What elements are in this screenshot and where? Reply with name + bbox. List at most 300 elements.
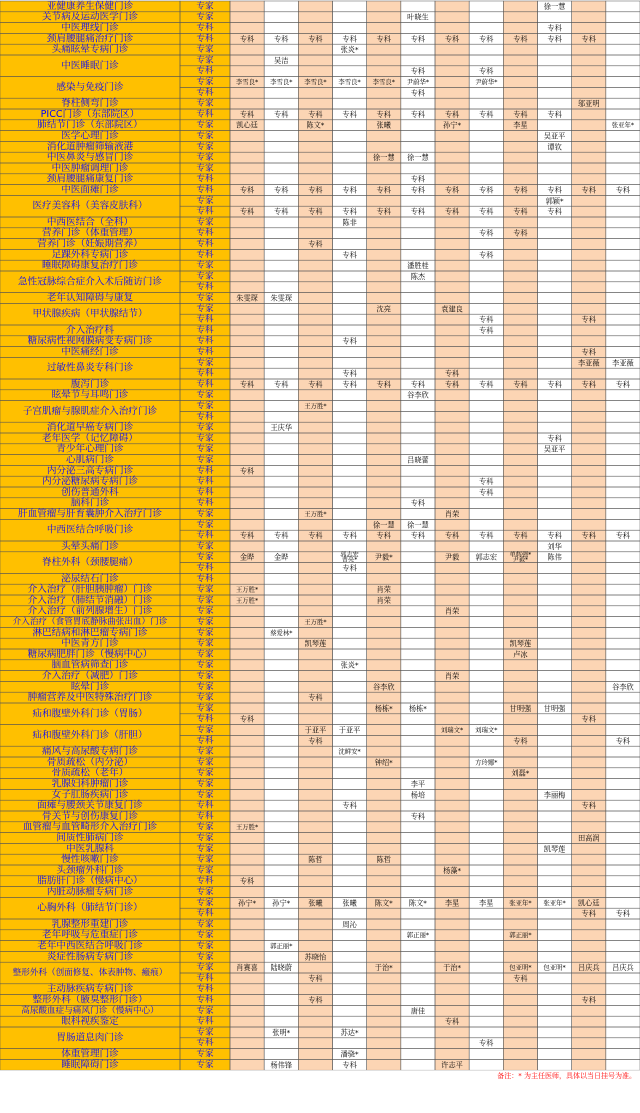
specialty-label: 专科 [479, 34, 494, 44]
specialty-label: 专科 [274, 379, 289, 389]
clinic-type: 专科 [196, 368, 214, 379]
specialty-label: 专科 [410, 88, 426, 98]
specialty-label: 专科 [342, 109, 357, 119]
clinic-type: 专家 [196, 541, 214, 552]
doctor-name: 谭钦 [547, 142, 562, 152]
dept-name: 中医鼻炎与感冒门诊 [46, 152, 134, 164]
dept-name: 老年医学（记忆障碍） [42, 432, 138, 444]
doctor-name: 李雪良* [235, 78, 259, 86]
specialty-label: 专科 [581, 379, 596, 389]
doctor-name: 尹蔚华* [475, 78, 498, 86]
clinic-type: 专家 [196, 401, 214, 411]
specialty-label: 专科 [444, 207, 460, 217]
clinic-type: 专科 [196, 563, 214, 573]
specialty-label: 专科 [513, 531, 528, 541]
clinic-type: 专科 [196, 347, 214, 357]
doctor-name: 许志平 [441, 1060, 463, 1070]
specialty-label: 专科 [547, 185, 562, 195]
specialty-label: 专科 [410, 109, 426, 119]
doctor-name: 孙宁* [443, 120, 462, 130]
specialty-label: 专科 [581, 909, 596, 919]
dept-name: 脑血管病筛查门诊 [51, 659, 129, 671]
clinic-type: 专家 [196, 887, 214, 897]
clinic-type: 专科 [196, 249, 214, 260]
dept-name: 医疗美容科（美容皮肤科） [32, 200, 148, 212]
doctor-name: 李星 [479, 898, 494, 908]
specialty-label: 专科 [274, 207, 289, 217]
doctor-name: 周沁 [342, 919, 357, 929]
dept-name: 颈肩腰腿痛康复门诊 [46, 173, 134, 185]
doctor-name: 蔡爱林* [270, 628, 293, 637]
doctor-name: 吕晓蕾 [407, 455, 429, 465]
clinic-type: 专家 [196, 584, 214, 595]
clinic-type: 专家 [196, 843, 214, 854]
specialty-label: 专科 [410, 185, 426, 195]
specialty-label: 专科 [342, 250, 357, 260]
clinic-type: 专家 [196, 271, 214, 282]
specialty-label: 专科 [581, 995, 596, 1005]
specialty-label: 专科 [410, 379, 426, 389]
doctor-name: 王庆华 [270, 423, 293, 433]
clinic-type: 专科 [196, 33, 214, 44]
doctor-name: 陈文* [408, 898, 427, 908]
doctor-name: 谷李欣 [612, 682, 634, 692]
doctor-name: 吴亚平 [543, 444, 566, 454]
specialty-label: 专科 [308, 531, 323, 541]
specialty-label: 专科 [376, 379, 391, 389]
dept-name: 骨质疏松（内分泌） [46, 756, 134, 768]
specialty-label: 专科 [342, 207, 357, 217]
clinic-type: 专家 [196, 44, 214, 55]
clinic-type: 专家 [196, 941, 214, 951]
dept-name: 亚健康养生保健门诊 [46, 0, 134, 12]
dept-name: 介入治疗（食管胃底静脉曲张出血）门诊 [12, 617, 168, 627]
dept-name: 医学心理门诊 [61, 130, 119, 142]
specialty-label: 专科 [547, 34, 562, 44]
clinic-type: 专家 [196, 1049, 214, 1059]
clinic-type: 专科 [196, 811, 214, 822]
dept-name: 老年认知障碍与康复 [46, 292, 134, 304]
doctor-name: 李雪良* [304, 78, 327, 86]
clinic-type: 专家 [196, 293, 214, 303]
doctor-name: 徐一慧 [407, 153, 429, 163]
doctor-name: 李亚薇 [612, 358, 634, 368]
dept-name: 脊柱侧弯门诊 [61, 98, 119, 110]
doctor-name: 李雪良* [270, 78, 293, 86]
doctor-name: 于亚平 [304, 725, 327, 735]
clinic-type: 专家 [196, 422, 214, 433]
doctor-name: 郭正丽* [406, 931, 430, 940]
clinic-type: 专家 [196, 455, 214, 465]
dept-name: 青少年心理门诊 [56, 443, 124, 455]
doctor-name: 尹毅* [374, 552, 393, 562]
clinic-type: 专家 [196, 120, 214, 131]
clinic-type: 专家 [196, 617, 214, 627]
dept-name: 眼科视疾鉴定 [61, 1016, 119, 1028]
specialty-label: 专科 [513, 207, 528, 217]
doctor-name: 陈伟 [547, 552, 562, 562]
doctor-name: 朱雯琛 [270, 293, 293, 303]
dept-name: 中医乳腺科 [66, 843, 114, 855]
specialty-label: 专科 [513, 109, 528, 119]
specialty-label: 专科 [274, 185, 289, 195]
specialty-label: 专科 [342, 185, 357, 195]
dept-name: 胃肠道息肉门诊 [56, 1032, 124, 1044]
specialty-label: 专科 [342, 336, 357, 346]
doctor-name: 刘磊* [511, 768, 530, 778]
specialty-label: 专科 [342, 369, 357, 379]
clinic-type: 专家 [196, 660, 214, 671]
clinic-type: 专家 [196, 606, 214, 617]
specialty-label: 专科 [239, 531, 255, 541]
doctor-name: 凯琴莲 [543, 844, 566, 854]
clinic-type: 专家 [196, 757, 214, 768]
doctor-name: 刘瑞文* [475, 726, 498, 734]
specialty-label: 专科 [308, 207, 323, 217]
dept-name: 疝和腹壁外科门诊（胃肠） [32, 708, 148, 720]
specialty-label: 专科 [444, 34, 460, 44]
doctor-name: 甘明强 [509, 703, 532, 713]
dept-name: 脊柱外科（颈腰腿痛） [42, 557, 138, 569]
dept-name: 介入治疗（肺结节消融）门诊 [27, 594, 153, 606]
specialty-label: 专科 [513, 736, 528, 746]
doctor-name: 李雪良* [338, 78, 361, 86]
specialty-label: 专科 [239, 876, 255, 886]
specialty-label: 专科 [308, 973, 323, 983]
clinic-type: 专科 [196, 573, 214, 584]
doctor-name: 单辉强* [509, 551, 532, 559]
dept-name: 脂肪肝门诊（慢病中心） [37, 875, 143, 887]
doctor-name: 朱雯琛 [236, 293, 258, 303]
clinic-type: 专家 [196, 930, 214, 941]
specialty-label: 专科 [547, 531, 562, 541]
doctor-name: 金晔 [274, 552, 289, 562]
clinic-type: 专科 [196, 239, 214, 249]
clinic-type: 专家 [196, 746, 214, 757]
dept-name: 中医面瘫门诊 [61, 184, 119, 196]
clinic-type: 专科 [196, 530, 214, 541]
clinic-type: 专科 [196, 282, 214, 293]
doctor-name: 徐一慧 [372, 520, 395, 530]
doctor-name: 杨培 [410, 790, 426, 800]
doctor-name: 田高润 [577, 833, 600, 843]
doctor-name: 陈文* [374, 898, 393, 908]
clinic-type: 专科 [196, 379, 214, 390]
specialty-label: 专科 [513, 185, 528, 195]
clinic-type: 专科 [196, 984, 214, 995]
doctor-name: 凯心廷 [236, 120, 258, 130]
doctor-name: 王万胜* [304, 618, 327, 626]
dept-name: 炎症性肠病专病门诊 [46, 951, 134, 963]
dept-name: 中医肿瘤调理门诊 [51, 162, 129, 174]
dept-name: 消化道早癌专病门诊 [46, 422, 134, 434]
doctor-name: 肖荣 [444, 671, 460, 681]
doctor-name: 袁建良 [441, 304, 463, 314]
specialty-label: 专科 [444, 531, 460, 541]
clinic-type: 专家 [196, 897, 214, 908]
doctor-name: 李雪良* [372, 78, 395, 86]
clinic-type: 专家 [196, 12, 214, 23]
clinic-type: 专家 [196, 141, 214, 152]
specialty-label: 专科 [376, 185, 391, 195]
dept-name: 主动脉疾病专病门诊 [46, 983, 134, 995]
doctor-name: 张亚年* [509, 898, 532, 907]
specialty-label: 专科 [581, 34, 596, 44]
dept-name: 中西医结合呼吸门诊 [46, 524, 134, 536]
clinic-type: 专科 [196, 735, 214, 746]
specialty-label: 专科 [581, 531, 596, 541]
specialty-label: 专科 [479, 531, 494, 541]
clinic-type: 专家 [196, 444, 214, 455]
dept-name: 中医理线门诊 [61, 22, 119, 34]
clinic-type: 专科 [196, 23, 214, 33]
clinic-type: 专家 [196, 725, 214, 735]
specialty-label: 专科 [479, 379, 494, 389]
specialty-label: 专科 [308, 693, 323, 703]
specialty-label: 专科 [410, 34, 426, 44]
dept-name: 老年中西医结合呼吸门诊 [37, 940, 143, 952]
doctor-name: 尹毅* [512, 556, 529, 564]
clinic-type: 专科 [196, 876, 214, 887]
clinic-type: 专家 [196, 962, 214, 973]
dept-name: 乳腺妇科肿瘤门诊 [51, 778, 129, 790]
clinic-type: 专家 [196, 649, 214, 660]
doctor-name: 吕庆兵 [612, 963, 634, 973]
dept-name: 心胸外科（肺结节门诊） [37, 902, 143, 914]
clinic-type: 专家 [196, 77, 214, 87]
dept-name: 营养门诊（妊娠期营养） [37, 238, 143, 250]
specialty-label: 专科 [274, 34, 289, 44]
clinic-type: 专家 [196, 692, 214, 703]
doctor-name: 卢冰 [513, 649, 528, 659]
doctor-name: 郭志宏 [475, 552, 498, 562]
specialty-label: 专科 [239, 714, 255, 724]
clinic-type: 专科 [196, 325, 214, 336]
dept-name: 肺结节门诊（东部院区） [37, 119, 143, 131]
doctor-name: 王万胜* [235, 823, 259, 832]
specialty-label: 专科 [547, 109, 562, 119]
specialty-label: 专科 [444, 369, 460, 379]
dept-name: 血管瘤与血管畸形介入治疗门诊 [22, 821, 158, 833]
specialty-label: 专科 [615, 531, 631, 541]
dept-name: 体重管理门诊 [61, 1048, 119, 1060]
dept-name: 甲状腺疾病（甲状腺结节） [32, 308, 148, 320]
specialty-label: 专科 [342, 531, 357, 541]
specialty-label: 专科 [239, 185, 255, 195]
clinic-type: 专家 [196, 98, 214, 109]
clinic-type: 专科 [196, 185, 214, 195]
doctor-name: 徐一慧 [543, 1, 566, 11]
doctor-name: 凯琴莲 [509, 639, 532, 649]
doctor-name: 刘瑞文* [440, 726, 464, 734]
specialty-label: 专科 [410, 66, 426, 76]
doctor-name: 孙宁* [272, 898, 291, 908]
dept-name: 疝和腹壁外科门诊（肝胆） [32, 729, 148, 741]
specialty-label: 专科 [479, 185, 494, 195]
clinic-type: 专家 [196, 433, 214, 444]
specialty-label: 专科 [308, 995, 323, 1005]
doctor-name: 肖赛喜 [236, 963, 258, 973]
clinic-type: 专家 [196, 833, 214, 843]
clinic-type: 专家 [196, 854, 214, 865]
specialty-label: 专科 [239, 379, 255, 389]
doctor-name: 潘胜桂 [407, 261, 429, 271]
dept-name: 骨关节与创伤康复门诊 [42, 810, 138, 822]
clinic-type: 专家 [196, 131, 214, 141]
doctor-name: 王万胜* [235, 585, 259, 594]
doctor-name: 陈哲 [376, 855, 391, 865]
specialty-label: 专科 [342, 801, 357, 811]
doctor-name: 郭志宏 [340, 551, 359, 559]
doctor-name: 吴洁 [274, 55, 289, 65]
clinic-type: 专科 [196, 336, 214, 347]
clinic-type: 专家 [196, 951, 214, 962]
specialty-label: 专科 [547, 23, 562, 33]
clinic-type: 专科 [196, 465, 214, 476]
doctor-name: 苏达* [340, 1027, 359, 1037]
clinic-type: 专家 [196, 638, 214, 649]
doctor-name: 邬亚明 [577, 99, 600, 109]
dept-name: 整形外科（腋臭整形门诊） [32, 994, 148, 1006]
clinic-type: 专科 [196, 498, 214, 509]
dept-name: 头颈瘤外科门诊 [56, 864, 124, 876]
specialty-label: 专科 [513, 379, 528, 389]
clinic-type: 专家 [196, 195, 214, 206]
specialty-label: 专科 [308, 34, 323, 44]
doctor-name: 于亚平 [338, 725, 361, 735]
dept-name: 心肌病门诊 [66, 454, 114, 466]
dept-name: 睡眠障碍门诊 [61, 1059, 119, 1071]
specialty-label: 专科 [239, 109, 255, 119]
dept-name: 女子肛肠疾病门诊 [51, 789, 129, 801]
doctor-name: 郭正丽* [270, 942, 293, 950]
clinic-type: 专家 [196, 357, 214, 368]
specialty-label: 专科 [239, 34, 255, 44]
doctor-name: 于治* [443, 963, 462, 973]
specialty-label: 专科 [513, 973, 528, 983]
dept-name: 足踝外科专病门诊 [51, 249, 129, 261]
doctor-name: 张亚年* [543, 898, 566, 907]
doctor-name: 凯心廷 [577, 898, 600, 908]
dept-name: 中医痛经门诊 [61, 346, 119, 358]
doctor-name: 肖荣 [376, 595, 391, 605]
specialty-label: 专科 [444, 379, 460, 389]
clinic-type: 专科 [196, 66, 214, 77]
clinic-type: 专科 [196, 1016, 214, 1027]
doctor-name: 陈文* [306, 120, 325, 130]
specialty-label: 专科 [308, 239, 323, 249]
dept-name: 介入治疗（减肥）门诊 [42, 670, 138, 682]
clinic-type: 专科 [196, 314, 214, 325]
dept-name: 子宫肌瘤与腺肌症介入治疗门诊 [22, 405, 158, 417]
specialty-label: 专科 [479, 109, 494, 119]
specialty-label: 专科 [547, 207, 562, 217]
dept-name: 淋巴结病和淋巴瘤专病门诊 [32, 627, 148, 639]
specialty-label: 专科 [581, 801, 596, 811]
doctor-name: 陈哲 [308, 855, 323, 865]
dept-name: 创伤普通外科 [61, 486, 119, 498]
clinic-type: 专科 [196, 87, 214, 98]
clinic-type: 专家 [196, 1027, 214, 1038]
dept-name: 过敏性鼻炎专科门诊 [46, 362, 134, 374]
specialty-label: 专科 [581, 347, 596, 357]
doctor-name: 于治* [374, 963, 393, 973]
doctor-name: 潘骁* [340, 1049, 359, 1059]
specialty-label: 专科 [308, 379, 323, 389]
specialty-label: 专科 [274, 531, 289, 541]
clinic-type: 专家 [196, 163, 214, 174]
specialty-label: 专科 [547, 379, 562, 389]
clinic-type: 专科 [196, 714, 214, 725]
doctor-name: 李星 [444, 898, 460, 908]
doctor-name: 孙宁* [238, 898, 257, 908]
doctor-name: 郭正丽* [509, 931, 532, 940]
specialty-label: 专科 [308, 736, 323, 746]
dept-name: 中医睡眠门诊 [61, 60, 119, 72]
clinic-type: 专家 [196, 552, 214, 563]
clinic-type: 专科 [196, 206, 214, 217]
clinic-type: 专科 [196, 228, 214, 239]
clinic-type: 专家 [196, 768, 214, 779]
specialty-label: 专科 [479, 487, 494, 497]
dept-name: 高尿酸血症与痛风门诊（慢病中心） [21, 1005, 159, 1016]
dept-name: 内分泌糖尿病专病门诊 [42, 476, 138, 488]
doctor-name: 肖荣 [444, 509, 460, 519]
clinic-type: 专科 [196, 995, 214, 1005]
specialty-label: 专科 [308, 185, 323, 195]
doctor-name: 李亚薇 [577, 358, 600, 368]
doctor-name: 李星 [513, 120, 528, 130]
dept-name: 骨质疏松（老年） [51, 767, 129, 779]
dept-name: 介入治疗（肝胆胰肿瘤）门诊 [27, 584, 153, 596]
dept-name: 间质性肺病门诊 [56, 832, 124, 844]
dept-name: 肝血管瘤与肝育囊肿介入治疗门诊 [18, 508, 162, 520]
specialty-label: 专科 [342, 1060, 357, 1070]
specialty-label: 专科 [581, 714, 596, 724]
specialty-label: 专科 [410, 531, 426, 541]
dept-name: 中医青方门诊 [61, 638, 119, 650]
dept-name: 介入治疗（前列腺增生）门诊 [27, 605, 153, 617]
doctor-name: 王万胜* [304, 510, 327, 518]
doctor-name: 王万胜* [304, 402, 327, 410]
doctor-name: 沈鲜安* [338, 747, 361, 756]
clinic-type: 专科 [196, 1038, 214, 1049]
specialty-label: 专科 [479, 228, 494, 238]
dept-name: 睡眠障碍康复治疗门诊 [42, 260, 138, 272]
specialty-label: 专科 [342, 563, 357, 573]
specialty-label: 专科 [547, 433, 562, 443]
doctor-name: 徐一慧 [372, 153, 395, 163]
dept-name: 泌尿结石门诊 [61, 573, 119, 585]
specialty-label: 专科 [376, 207, 391, 217]
dept-name: 头晕头痛门诊 [61, 540, 119, 552]
clinic-type: 专科 [196, 476, 214, 487]
clinic-type: 专家 [196, 779, 214, 789]
specialty-label: 专科 [615, 185, 631, 195]
specialty-label: 专科 [444, 1017, 460, 1027]
clinic-type: 专科 [196, 174, 214, 185]
doctor-name: 张炎* [340, 45, 359, 55]
doctor-name: 陈杰 [410, 271, 426, 281]
dept-name: 脑科门诊 [70, 497, 110, 509]
doctor-name: 陆晓蔚 [270, 963, 293, 973]
clinic-type: 专家 [196, 260, 214, 271]
specialty-label: 专科 [479, 66, 494, 76]
specialty-label: 专科 [410, 174, 426, 184]
doctor-name: 包亚明* [543, 963, 566, 972]
doctor-name: 钟绍* [374, 757, 393, 767]
doctor-name: 郭颖* [545, 196, 564, 206]
